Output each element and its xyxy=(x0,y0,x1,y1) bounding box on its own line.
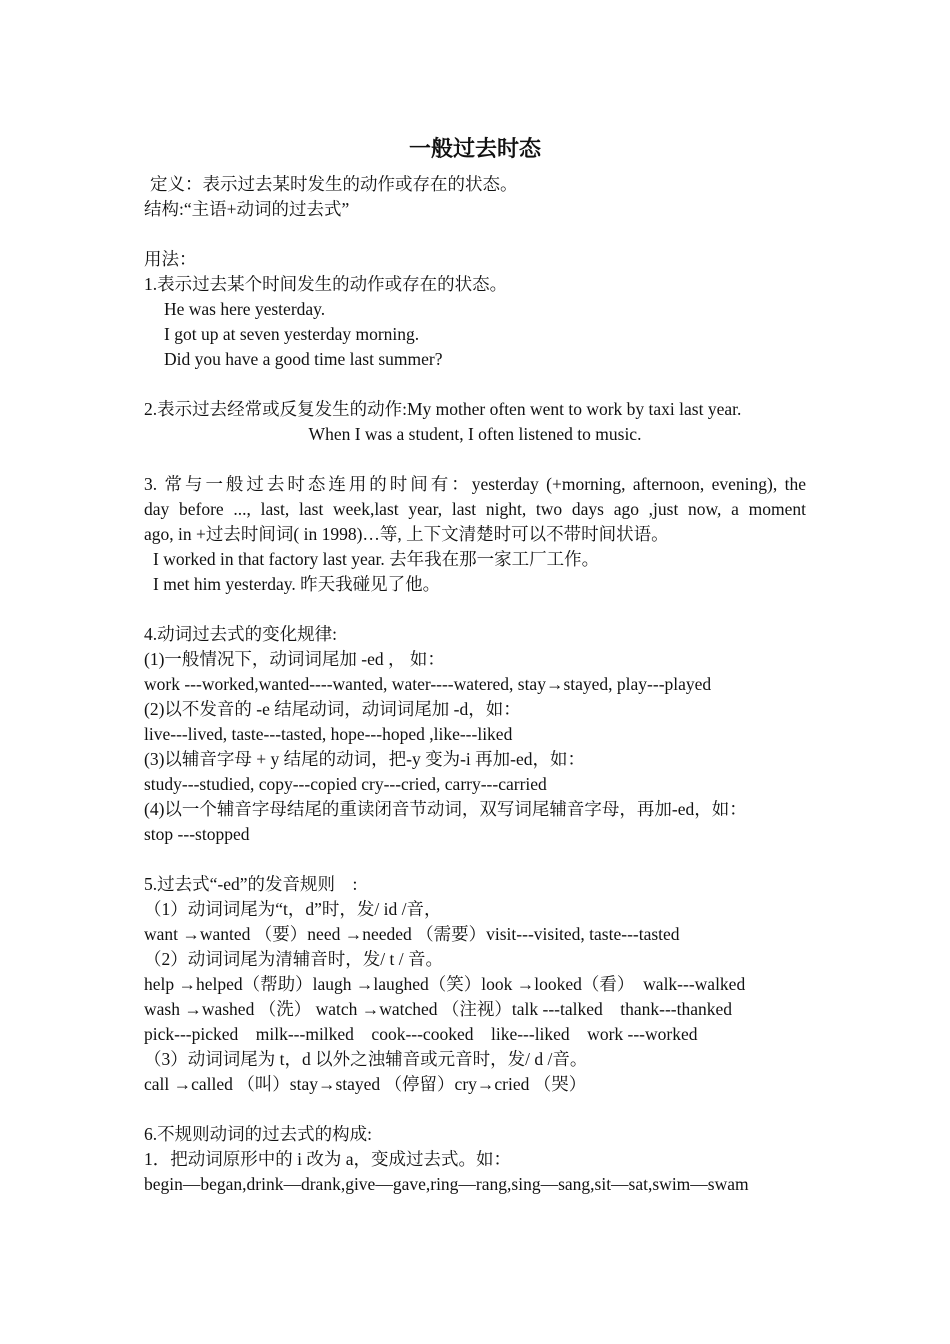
rule-example: study---studied, copy---copied cry---cried, carry---carried xyxy=(144,774,547,794)
pronunciation-line: wash →washed （洗） watch →watched （注视）talk ---talked thank---thanked xyxy=(144,999,733,1019)
rule-example: begin—began,drink—drank,give—gave,ring—rang,sing—sang,sit—sat,swim—swam xyxy=(144,1174,749,1194)
rule-line: 1．把动词原形中的 i 改为 a，变成过去式。如： xyxy=(144,1149,512,1169)
usage-point-1: 1.表示过去某个时间发生的动作或存在的状态。 xyxy=(144,274,508,294)
definition-line: 定义：表示过去某时发生的动作或存在的状态。 xyxy=(150,174,518,194)
pronunciation-line: pick---picked milk---milked cook---cooked like---liked work ---worked xyxy=(144,1024,698,1044)
section-4-heading: 4.动词过去式的变化规律: xyxy=(144,624,337,644)
example-line: I met him yesterday. 昨天我碰见了他。 xyxy=(153,574,441,594)
example-line: Did you have a good time last summer? xyxy=(164,349,443,369)
section-5-heading: 5.过去式“-ed”的发音规则 : xyxy=(144,874,358,894)
rule-line: (1)一般情况下，动词词尾加 -ed ， 如： xyxy=(144,649,445,669)
example-line: He was here yesterday. xyxy=(164,299,326,319)
rule-example: stop ---stopped xyxy=(144,824,250,844)
example-line: I worked in that factory last year. 去年我在那一家工厂工作。 xyxy=(153,549,600,569)
usage-point-3-line: ago, in +过去时间词( in 1998)…等, 上下文清楚时可以不带时间状语。 xyxy=(144,524,669,544)
rule-line: (2)以不发音的 -e 结尾动词，动词词尾加 -d，如： xyxy=(144,699,521,719)
example-line: When I was a student, I often listened to music. xyxy=(308,424,642,444)
pronunciation-line: （2）动词词尾为清辅音时，发/ t / 音。 xyxy=(144,949,443,969)
pronunciation-line: （3）动词词尾为 t，d 以外之浊辅音或元音时，发/ d /音。 xyxy=(144,1049,588,1069)
structure-line: 结构:“主语+动词的过去式” xyxy=(144,199,350,219)
section-6-heading: 6.不规则动词的过去式的构成: xyxy=(144,1124,372,1144)
page-title: 一般过去时态 xyxy=(408,137,541,162)
usage-point-3-line: day before ..., last, last week,last year, last night, two days ago ,just now, a moment xyxy=(144,499,806,519)
rule-line: (4)以一个辅音字母结尾的重读闭音节动词，双写词尾辅音字母，再加-ed，如： xyxy=(144,799,747,819)
usage-point-2: 2.表示过去经常或反复发生的动作:My mother often went to work by taxi last year. xyxy=(144,399,742,419)
pronunciation-line: call →called （叫）stay→stayed （停留）cry→cried （哭） xyxy=(144,1074,587,1094)
pronunciation-line: help →helped（帮助）laugh →laughed（笑）look →looked（看） walk---walked xyxy=(144,974,746,994)
example-line: I got up at seven yesterday morning. xyxy=(164,324,420,344)
rule-line: (3)以辅音字母 + y 结尾的动词，把-y 变为-i 再加-ed，如： xyxy=(144,749,586,769)
usage-heading: 用法： xyxy=(144,249,197,269)
pronunciation-line: want →wanted （要）need →needed （需要）visit---visited, taste---tasted xyxy=(144,924,680,944)
usage-point-3-line: 3. 常与一般过去时态连用的时间有：yesterday (+morning, afternoon, evening), the xyxy=(144,474,806,494)
rule-example: live---lived, taste---tasted, hope---hoped ,like---liked xyxy=(144,724,513,744)
rule-example: work ---worked,wanted----wanted, water----watered, stay→stayed, play---played xyxy=(144,674,712,694)
pronunciation-line: （1）动词词尾为“t，d”时，发/ id /音， xyxy=(144,899,442,919)
